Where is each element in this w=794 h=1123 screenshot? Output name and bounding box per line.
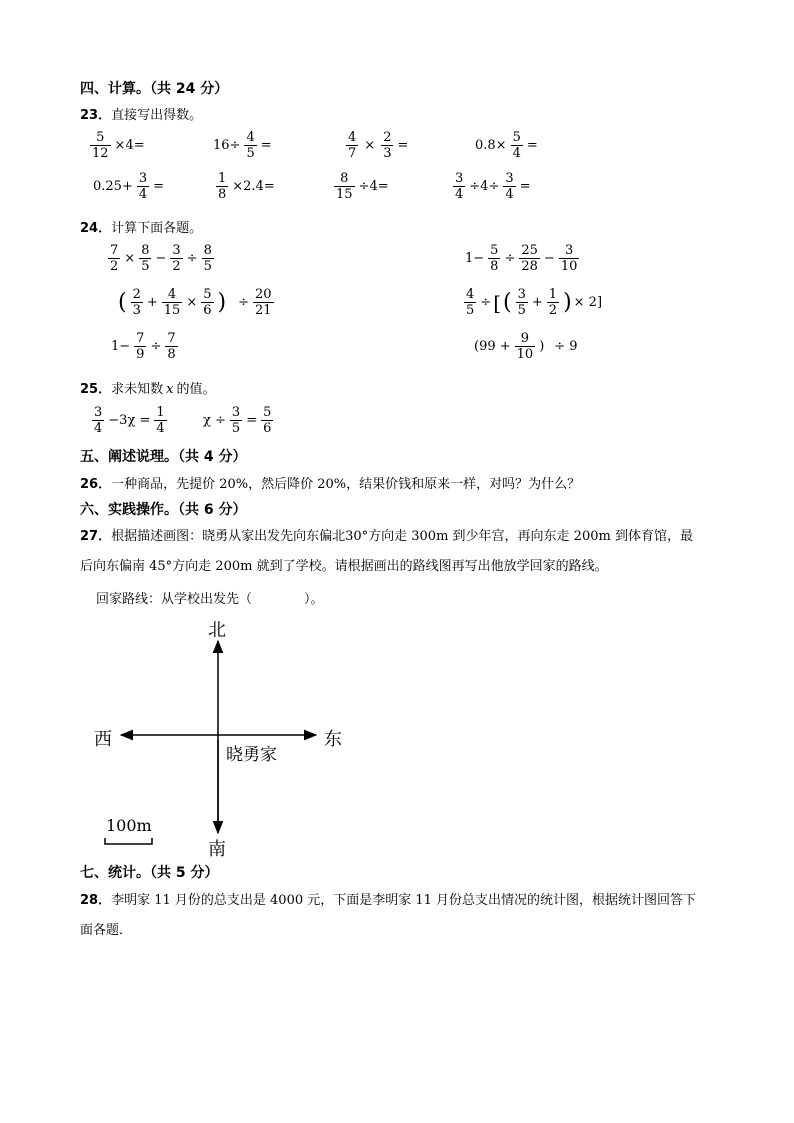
scale-bar [105, 838, 152, 844]
question-text: 李明家 11 月份的总支出是 4000 元，下面是李明家 11 月份总支出情况的统计图，根据统计图回答下 [111, 893, 697, 908]
q23-item-g: $\frac{8}{15}$ ÷4= [336, 171, 389, 202]
question-number: 26． [80, 477, 112, 492]
q25-item-a: $\frac{3}{4}$ −3χ = $\frac{1}{4}$ [94, 405, 165, 436]
question-28 [80, 889, 696, 908]
q23-item-d: 0.8× $\frac{5}{4}$ = [475, 130, 538, 161]
question-25: 25．求未知数 x 的值。 [80, 382, 216, 397]
section-4-title: 四、计算。（共 24 分） [80, 81, 229, 97]
question-number: 23． [80, 108, 112, 123]
q23-item-c: $\frac{4}{7}$ × $\frac{2}{3}$ = [348, 130, 409, 161]
section-7-title: 七、统计。（共 5 分） [80, 865, 219, 881]
question-number: 27． [80, 529, 112, 544]
home-label: 晓勇家 [226, 745, 277, 765]
q24-item-e: $\frac{4}{5}$ ÷ [ ( $\frac{3}{5}$ + $\frac{1}{2}$ ) × 2] [466, 287, 603, 318]
west-label: 西 [94, 729, 112, 750]
question-27-line-2: 后向东偏南 45°方向走 200m 就到了学校。请根据画出的路线图再写出他放学回家的路线。 [80, 559, 608, 574]
q23-item-b: 16÷ $\frac{4}{5}$ = [213, 130, 272, 161]
q23-item-f: $\frac{1}{8}$ ×2.4= [218, 171, 275, 202]
north-label: 北 [208, 620, 226, 641]
east-label: 东 [324, 729, 342, 750]
route-answer-line: 回家路线：从学校出发先（ ）。 [96, 592, 324, 607]
section-6-title: 六、实践操作。（共 6 分） [80, 502, 247, 518]
question-number: 25． [80, 382, 112, 397]
south-label: 南 [208, 839, 226, 860]
question-text: 一种商品，先提价 20%，然后降价 20%，结果价钱和原来一样，对吗？为什么？ [111, 477, 581, 492]
q23-item-h: $\frac{3}{4}$ ÷4÷ $\frac{3}{4}$ = [455, 171, 531, 202]
question-text: 直接写出得数。 [111, 108, 203, 123]
q24-item-a: $\frac{7}{2}$ × $\frac{8}{5}$ − $\frac{3}{2}$ ÷ $\frac{8}{5}$ [110, 243, 212, 274]
q24-item-d: 1− $\frac{5}{8}$ ÷ $\frac{25}{28}$ − $\frac{3}{10}$ [465, 243, 578, 274]
question-text: 求未知数 [111, 382, 164, 397]
section-5-title: 五、阐述说理。（共 4 分） [80, 449, 247, 465]
q25-item-b: χ ÷ $\frac{3}{5}$ = $\frac{5}{6}$ [203, 405, 272, 436]
question-number: 24． [80, 221, 112, 236]
question-text: 根据描述画图：晓勇从家出发先向东偏北30°方向走 300m 到少年宫，再向东走 200m 到体育馆，最 [111, 529, 693, 544]
q24-item-c: 1− $\frac{7}{9}$ ÷ $\frac{7}{8}$ [111, 331, 176, 362]
question-number: 28． [80, 893, 112, 908]
q24-item-b: ( $\frac{2}{3}$ + $\frac{4}{15}$ × $\frac{5}{6}$ ) ÷ $\frac{20}{21}$ [118, 287, 272, 318]
q24-item-f: (99 + $\frac{9}{10}$ ) ÷ 9 [474, 331, 578, 362]
question-text: 计算下面各题。 [111, 221, 203, 236]
scale-label: 100m [106, 816, 152, 835]
q23-item-e: 0.25+ $\frac{3}{4}$ = [93, 171, 165, 202]
question-28-line-2: 面各题． [80, 923, 133, 938]
q23-item-a: $\frac{5}{12}$ ×4= [92, 130, 145, 161]
